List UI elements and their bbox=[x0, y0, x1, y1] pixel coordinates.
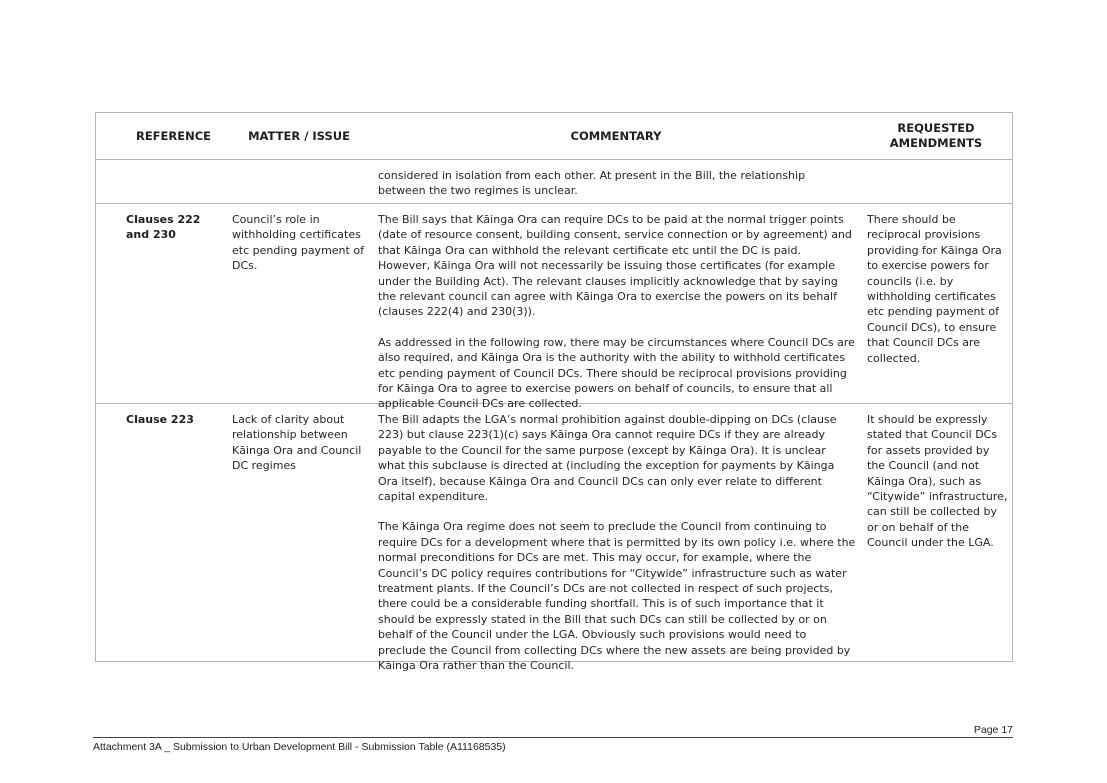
header-amendments: REQUESTED AMENDMENTS bbox=[889, 121, 983, 150]
commentary-paragraph: As addressed in the following row, there may be circumstances where Council DCs are also required, and Kāinga Ora is the authority with the ability to withhold certificates etc pending payment of Council DCs. There should be reciprocal provisions providing for Kāinga Ora to agree to exercise powers on behalf of councils, to ensure that all applicable Council DCs are collected. bbox=[378, 335, 855, 411]
row-commentary bbox=[378, 212, 856, 412]
row-reference: Clause 223 bbox=[126, 413, 194, 426]
table-header-row bbox=[96, 113, 1012, 160]
submission-table bbox=[95, 112, 1013, 673]
table-row bbox=[96, 204, 1012, 411]
header-matter: MATTER / ISSUE bbox=[248, 128, 350, 143]
row-amendment: It should be expressly stated that Council DCs for assets provided by the Council (and not Kāinga Ora), such as “Citywide” infrastructure, can still be collected by or on behalf of the Council under the LGA. bbox=[867, 413, 1008, 550]
table-row bbox=[96, 404, 1012, 673]
commentary-paragraph: considered in isolation from each other. At present in the Bill, the relationship between the two regimes is unclear. bbox=[378, 169, 806, 198]
row-commentary bbox=[378, 412, 856, 674]
row-commentary bbox=[378, 168, 856, 199]
document-footer: Attachment 3A _ Submission to Urban Development Bill - Submission Table (A11168535) bbox=[93, 741, 506, 753]
footer-divider bbox=[93, 737, 1013, 738]
header-reference: REFERENCE bbox=[135, 128, 212, 143]
commentary-paragraph: The Bill adapts the LGA’s normal prohibition against double-dipping on DCs (clause 223) but clause 223(1)(c) says Kāinga Ora cannot require DCs if they are already payable to the Council for the same purpose (except by Kāinga Ora). It is unclear what this subclause is directed at (including the exception for payments by Kāinga Ora itself), because Kāinga Ora and Council DCs can only ever relate to different capital expenditure. bbox=[378, 413, 837, 504]
table-row bbox=[96, 160, 1012, 204]
page-number: Page 17 bbox=[973, 724, 1013, 736]
row-matter: Lack of clarity about relationship between Kāinga Ora and Council DC regimes bbox=[232, 413, 362, 473]
commentary-paragraph: The Bill says that Kāinga Ora can require DCs to be paid at the normal trigger points (date of resource consent, building consent, service connection or by agreement) and that Kāinga Ora can withhold the relevant certificate etc until the DC is paid. However, Kāinga Ora will not necessarily be issuing those certificates (for example under the Building Act). The relevant clauses implicitly acknowledge that by saying the relevant council can agree with Kāinga Ora to exercise the powers on its behalf (clauses 222(4) and 230(3)). bbox=[378, 213, 852, 319]
row-amendment: There should be reciprocal provisions providing for Kāinga Ora to exercise powers for councils (i.e. by withholding certificates etc pending payment of Council DCs), to ensure that Council DCs are collected. bbox=[867, 213, 1002, 365]
commentary-paragraph: The Kāinga Ora regime does not seem to preclude the Council from continuing to require DCs for a development where that is permitted by its own policy i.e. where the normal preconditions for DCs are met. This may occur, for example, where the Council’s DC policy requires contributions for “Citywide” infrastructure such as water treatment plants. If the Council’s DCs are not collected in respect of such projects, there could be a considerable funding shortfall. This is of such importance that it should be expressly stated in the Bill that such DCs can still be collected by or on behalf of the Council under the LGA. Obviously such provisions would need to preclude the Council from collecting DCs where the new assets are being provided by Kāinga Ora rather than the Council. bbox=[378, 520, 856, 673]
header-commentary: COMMENTARY bbox=[570, 128, 662, 143]
row-matter: Council’s role in withholding certificates etc pending payment of DCs. bbox=[232, 213, 364, 273]
row-reference: Clauses 222 and 230 bbox=[126, 213, 201, 242]
